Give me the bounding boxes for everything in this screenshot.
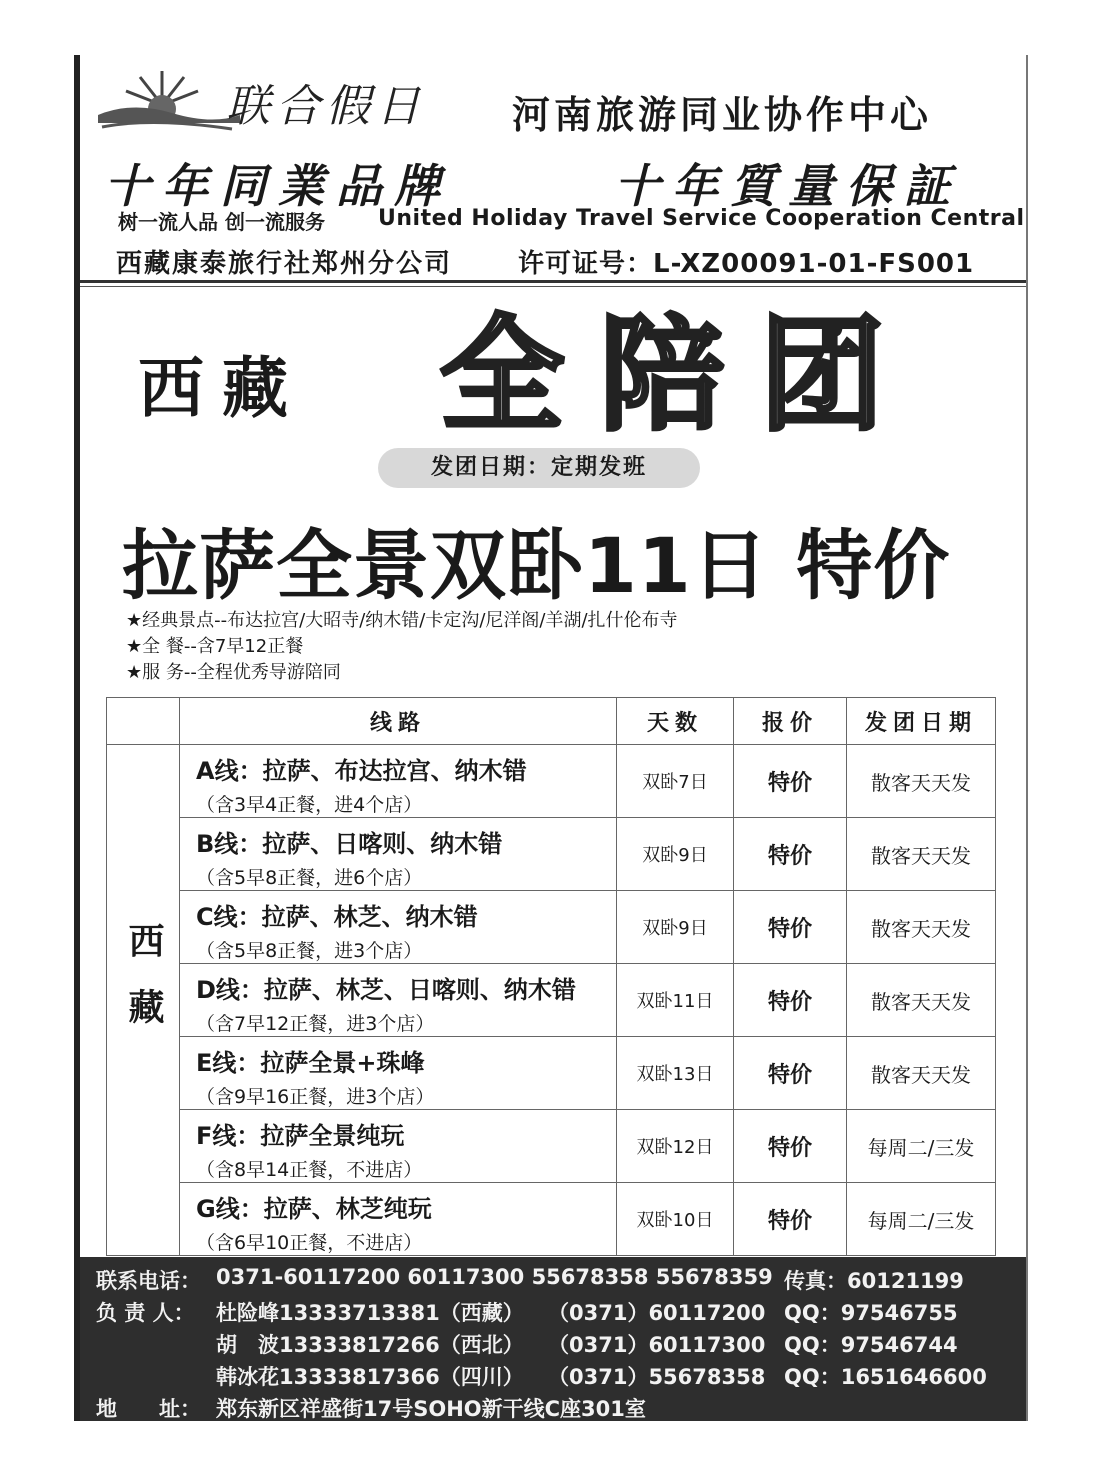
headline: 拉萨全景双卧11日 特价 [122, 521, 951, 610]
route-title: A线：拉萨、布达拉宫、纳木错 [196, 757, 527, 785]
svg-text:全陪团: 全陪团 [439, 303, 921, 448]
route-meals: （含8早14正餐，不进店） [196, 1159, 423, 1181]
route-title: E线：拉萨全景+珠峰 [196, 1049, 425, 1077]
contact-qq: QQ：97546744 [784, 1333, 958, 1357]
route-title: F线：拉萨全景纯玩 [196, 1122, 405, 1150]
contact-office-phone: （0371）55678358 [548, 1365, 766, 1389]
region-title: 西藏 [138, 349, 306, 427]
route-meals: （含3早4正餐，进4个店） [196, 794, 423, 816]
days-cell: 双卧11日 [617, 964, 734, 1037]
departure-cell: 散客天天发 [847, 891, 996, 964]
region-header [107, 698, 180, 745]
contact-name-phone: 韩冰花13333817366（四川） [216, 1365, 524, 1389]
route-meals: （含7早12正餐，进3个店） [196, 1013, 435, 1035]
feature-item: ★经典景点--布达拉宫/大昭寺/纳木错/卡定沟/尼洋阁/羊湖/扎什伦布寺 [126, 610, 678, 631]
address-label: 地 址： [96, 1397, 201, 1421]
departure-header: 发团日期 [847, 698, 996, 745]
right-border-rule [1026, 55, 1028, 1421]
price-header: 报价 [734, 698, 847, 745]
org-name: 河南旅游同业协作中心 [512, 93, 933, 137]
days-cell: 双卧7日 [617, 745, 734, 818]
days-cell: 双卧9日 [617, 818, 734, 891]
days-cell: 双卧9日 [617, 891, 734, 964]
feature-list [126, 608, 678, 686]
route-meals: （含9早16正餐，进3个店） [196, 1086, 435, 1108]
sun-logo-icon [92, 65, 242, 140]
departure-cell: 散客天天发 [847, 818, 996, 891]
table-row [107, 964, 996, 1037]
table-row [107, 745, 996, 818]
table-row [107, 818, 996, 891]
days-cell: 双卧12日 [617, 1110, 734, 1183]
routes-table [106, 697, 996, 1256]
agency-name: 西藏康泰旅行社郑州分公司 [116, 249, 453, 279]
feature-item: ★服 务--全程优秀导游陪同 [126, 662, 341, 683]
tour-type-title [380, 300, 980, 450]
motto: 树一流人品 创一流服务 [118, 210, 325, 234]
price-cell: 特价 [734, 1037, 847, 1110]
route-title: B线：拉萨、日喀则、纳木错 [196, 830, 503, 858]
route-cell [180, 891, 617, 964]
contact-name-phone: 胡 波13333817266（西北） [216, 1333, 524, 1357]
price-cell: 特价 [734, 891, 847, 964]
header-divider-thin [80, 286, 1026, 287]
route-header: 线路 [180, 698, 617, 745]
fax-number: 传真：60121199 [784, 1269, 964, 1293]
address: 郑东新区祥盛街17号SOHO新干线C座301室 [216, 1397, 646, 1421]
contact-qq: QQ：97546755 [784, 1301, 958, 1325]
price-cell: 特价 [734, 818, 847, 891]
contact-office-phone: （0371）60117300 [548, 1333, 766, 1357]
price-cell: 特价 [734, 1110, 847, 1183]
route-title: C线：拉萨、林芝、纳木错 [196, 903, 478, 931]
days-cell: 双卧10日 [617, 1183, 734, 1256]
route-meals: （含5早8正餐，进3个店） [196, 940, 423, 962]
route-title: G线：拉萨、林芝纯玩 [196, 1195, 432, 1223]
phone-label: 联系电话： [96, 1269, 201, 1293]
route-title: D线：拉萨、林芝、日喀则、纳木错 [196, 976, 576, 1004]
departure-cell: 每周二/三发 [847, 1183, 996, 1256]
region-cell [107, 745, 180, 1256]
table-row [107, 1110, 996, 1183]
route-meals: （含6早10正餐，不进店） [196, 1232, 423, 1254]
manager-label: 负 责 人： [96, 1301, 195, 1325]
route-meals: （含5早8正餐，进6个店） [196, 867, 423, 889]
table-row [107, 1037, 996, 1110]
feature-item: ★全 餐--含7早12正餐 [126, 636, 304, 657]
price-cell: 特价 [734, 964, 847, 1037]
route-cell [180, 1037, 617, 1110]
table-header-row [107, 698, 996, 745]
slogan-right: 十年質量保証 [614, 159, 962, 213]
price-cell: 特价 [734, 1183, 847, 1256]
price-cell: 特价 [734, 745, 847, 818]
header-divider [80, 280, 1026, 283]
route-cell [180, 964, 617, 1037]
contact-name-phone: 杜险峰13333713381（西藏） [216, 1301, 524, 1325]
contact-office-phone: （0371）60117200 [548, 1301, 766, 1325]
route-cell [180, 818, 617, 891]
phone-numbers: 0371-60117200 60117300 55678358 55678359 [216, 1265, 773, 1289]
table-row [107, 891, 996, 964]
departure-date-badge: 发团日期：定期发班 [378, 448, 700, 488]
departure-cell: 散客天天发 [847, 964, 996, 1037]
contact-footer [80, 1257, 1026, 1421]
contact-qq: QQ：1651646600 [784, 1365, 987, 1389]
route-cell [180, 1183, 617, 1256]
slogan-left: 十年同業品牌 [104, 159, 452, 213]
region-cell-text: 西藏 [123, 922, 164, 1054]
left-border-rule [74, 55, 80, 1421]
departure-cell: 每周二/三发 [847, 1110, 996, 1183]
license-number: 许可证号：L-XZ00091-01-FS001 [518, 249, 975, 279]
english-name: United Holiday Travel Service Cooperation Central [378, 206, 1025, 231]
route-cell [180, 745, 617, 818]
days-cell: 双卧13日 [617, 1037, 734, 1110]
departure-cell: 散客天天发 [847, 1037, 996, 1110]
days-header: 天数 [617, 698, 734, 745]
departure-cell: 散客天天发 [847, 745, 996, 818]
brand-logotype: 联合假日 [226, 81, 426, 132]
table-row [107, 1183, 996, 1256]
route-cell [180, 1110, 617, 1183]
